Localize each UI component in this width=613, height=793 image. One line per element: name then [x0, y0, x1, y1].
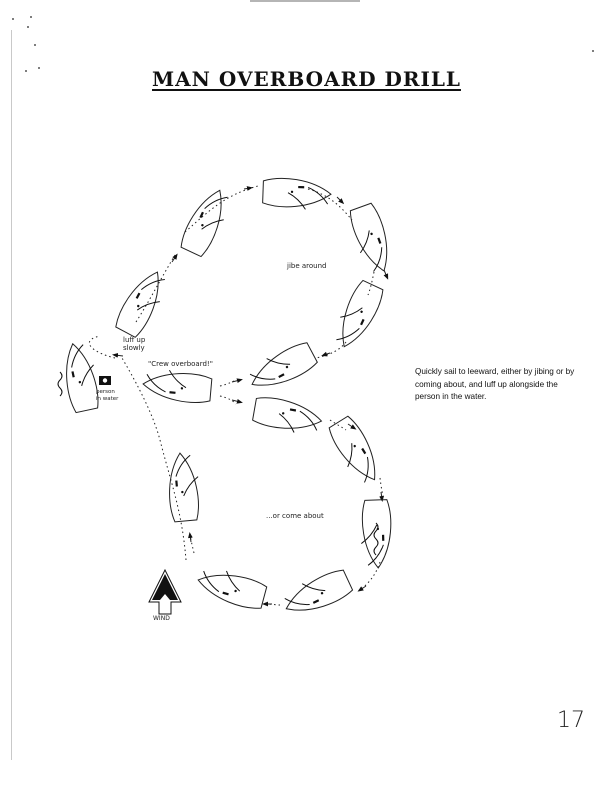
arrow-icon: [381, 492, 382, 499]
wave-line: [374, 523, 378, 555]
arrow-icon: [190, 535, 191, 542]
arrow-icon: [360, 586, 366, 590]
boat-icon: [195, 564, 268, 611]
arrow-icon: [337, 197, 342, 202]
wind-arrow-icon: [149, 570, 181, 614]
arrow-icon: [115, 355, 123, 356]
arrow-icon: [244, 188, 250, 189]
label-crew-overboard: "Crew overboard!": [148, 360, 213, 368]
person-in-water-icon: [99, 376, 111, 385]
label-slowly: slowly: [123, 344, 145, 352]
boat-icon: [245, 338, 319, 397]
arrow-icon: [384, 270, 387, 277]
boat-icon: [142, 368, 212, 404]
boat-icon: [166, 452, 202, 522]
boat-icon: [252, 395, 324, 436]
boat-icon: [280, 566, 354, 622]
course-path: [89, 186, 384, 605]
course-arrows: [115, 188, 387, 604]
label-wind: WIND: [153, 615, 170, 622]
label-person: person: [96, 389, 115, 395]
instruction-text: Quickly sail to leeward, either by jibing or by coming about, and luff up alongside the person in the water.: [415, 367, 575, 401]
boat-icon: [325, 415, 387, 489]
wave-line: [58, 372, 62, 396]
label-in-water: in water: [96, 396, 119, 402]
boat-icon: [360, 500, 393, 569]
boat-icon: [59, 340, 103, 413]
arrow-icon: [348, 424, 354, 428]
boat-icon: [113, 265, 172, 339]
label-luff-up: luff up: [123, 336, 146, 344]
page-number: 17: [557, 708, 585, 733]
label-come-about: ...or come about: [266, 512, 324, 520]
boat-icon: [178, 184, 234, 258]
page-title: MAN OVERBOARD DRILL: [152, 67, 461, 91]
boat-icon: [346, 202, 398, 276]
label-jibe-around: jibe around: [287, 262, 327, 270]
boat-icon: [330, 278, 386, 352]
